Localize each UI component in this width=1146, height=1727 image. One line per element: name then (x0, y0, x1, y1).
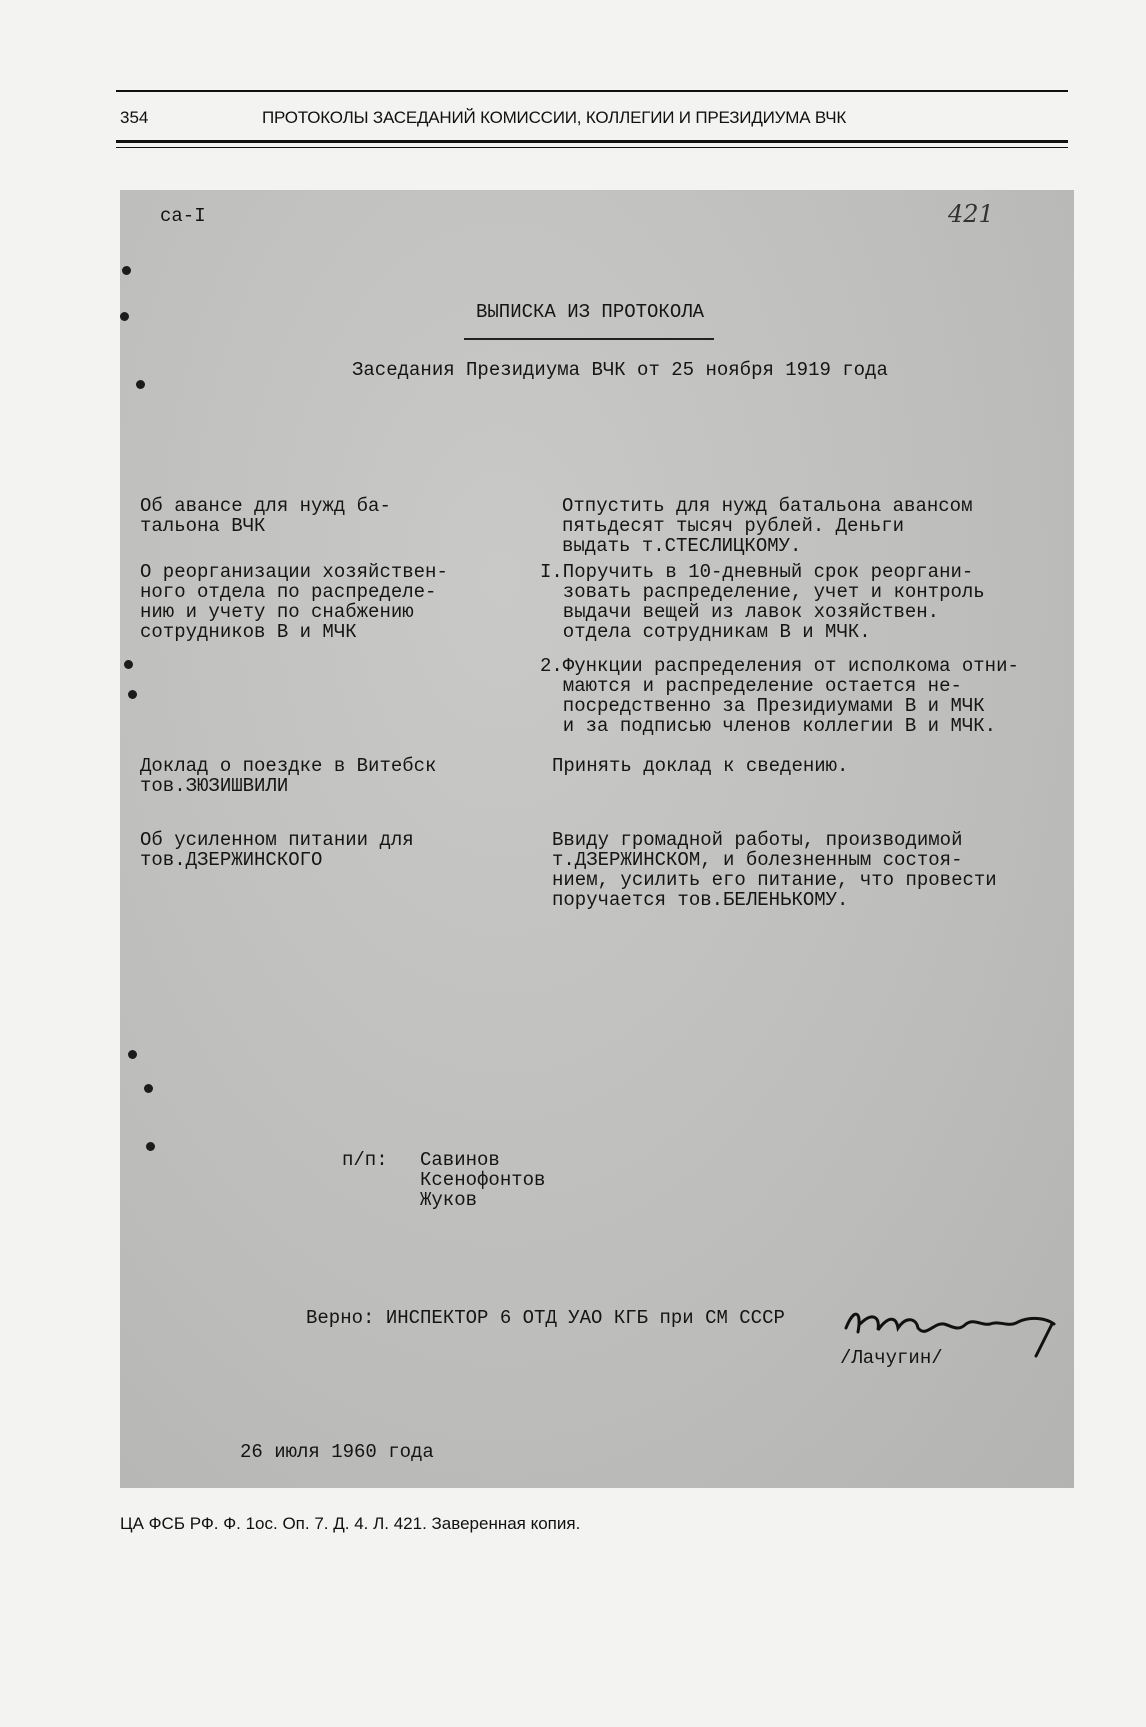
header-rule-thin (116, 147, 1068, 148)
running-title: ПРОТОКОЛЫ ЗАСЕДАНИЙ КОМИССИИ, КОЛЛЕГИИ И ПРЕЗИДИУМА ВЧК (262, 108, 847, 127)
certification-line: Верно: ИНСПЕКТОР 6 ОТД УАО КГБ при СМ СССР (306, 1307, 785, 1329)
item-topic: Доклад о поездке в Витебск тов.ЗЮЗИШВИЛИ (140, 755, 437, 797)
page-header (120, 108, 1060, 138)
binding-hole-mark (128, 690, 137, 699)
document-title: ВЫПИСКА ИЗ ПРОТОКОЛА (476, 301, 705, 323)
binding-hole-mark (122, 266, 131, 275)
binding-hole-mark (146, 1142, 155, 1151)
item-decision: 2.Функции распределения от исполкома отни- маются и распределение остается не- посредственно за Президиумами В и МЧК и за подписью членов коллегии В и МЧК. (540, 655, 1019, 737)
header-rule-thick (116, 140, 1068, 143)
document-code: са-I (160, 205, 206, 227)
binding-hole-mark (124, 660, 133, 669)
binding-hole-mark (128, 1050, 137, 1059)
archive-caption: ЦА ФСБ РФ. Ф. 1ос. Оп. 7. Д. 4. Л. 421. Заверенная копия. (120, 1514, 581, 1533)
archival-document-scan (120, 190, 1074, 1488)
signature-name: /Лачугин/ (840, 1347, 943, 1369)
title-underline (464, 338, 714, 340)
item-topic: Об авансе для нужд ба- тальона ВЧК (140, 495, 391, 537)
item-topic: Об усиленном питании для тов.ДЗЕРЖИНСКОГО (140, 829, 414, 871)
item-decision: Ввиду громадной работы, производимой т.ДЗЕРЖИНСКОМ, и болезненным состоя- нием, усилить его питание, что провести поручается тов.БЕЛЕНЬКОМУ. (552, 829, 997, 911)
folio-number: 421 (948, 200, 994, 228)
item-decision: I.Поручить в 10-дневный срок реоргани- зовать распределение, учет и контроль выдачи вещей из лавок хозяйствен. отдела сотрудникам В и МЧК. (540, 561, 985, 643)
header-rule-top (116, 90, 1068, 92)
page-number: 354 (120, 108, 149, 127)
document-subtitle: Заседания Президиума ВЧК от 25 ноября 1919 года (352, 359, 888, 381)
binding-hole-mark (120, 312, 129, 321)
item-decision: Отпустить для нужд батальона авансом пятьдесят тысяч рублей. Деньги выдать т.СТЕСЛИЦКОМУ. (562, 495, 973, 557)
signers-label: п/п: (342, 1149, 388, 1171)
document-date: 26 июля 1960 года (240, 1441, 434, 1463)
binding-hole-mark (144, 1084, 153, 1093)
item-decision: Принять доклад к сведению. (552, 755, 849, 777)
item-topic: О реорганизации хозяйствен- ного отдела по распределе- нию и учету по снабжению сотрудников В и МЧК (140, 561, 448, 643)
signers-list: Савинов Ксенофонтов Жуков (420, 1149, 546, 1211)
binding-hole-mark (136, 380, 145, 389)
